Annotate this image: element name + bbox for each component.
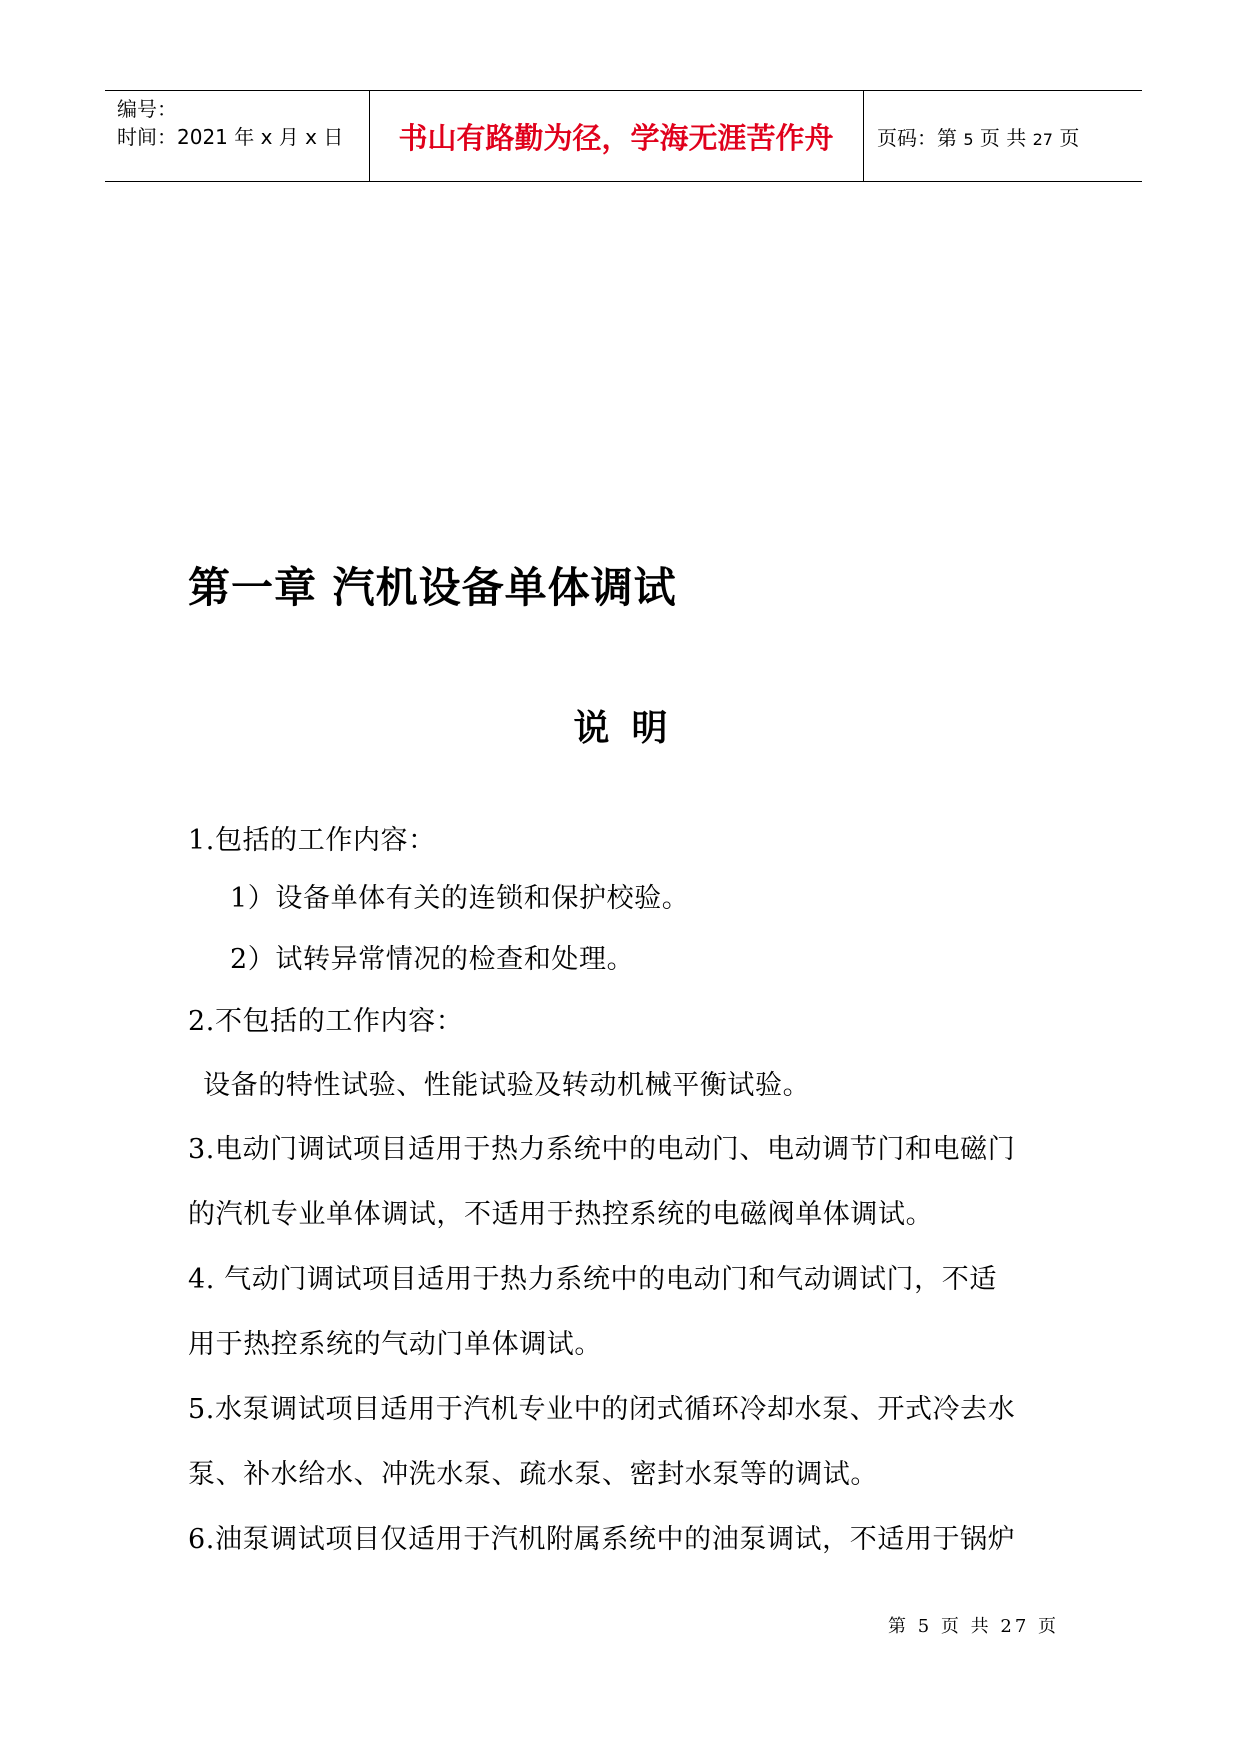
time-label: 时间：2021 年 x 月 x 日 bbox=[117, 125, 344, 149]
motto-text: 书山有路勤为径，学海无涯苦作舟 bbox=[398, 120, 834, 155]
chapter-title: 第一章 汽机设备单体调试 bbox=[188, 563, 677, 612]
header-meta-cell bbox=[105, 91, 370, 181]
body-line-9: 用于热控系统的气动门单体调试。 bbox=[188, 1329, 602, 1360]
header-page-cell bbox=[863, 91, 1142, 181]
body-line-4: 2.不包括的工作内容： bbox=[188, 1006, 464, 1037]
page-indicator bbox=[877, 122, 1079, 151]
page-suffix: 页 bbox=[1059, 125, 1080, 150]
page-total: 27 bbox=[1032, 129, 1053, 149]
section-title: 说明 bbox=[573, 707, 690, 749]
page-prefix: 页码：第 bbox=[877, 125, 957, 150]
body-line-12: 6.油泵调试项目仅适用于汽机附属系统中的油泵调试，不适用于锅炉 bbox=[188, 1524, 1016, 1555]
body-line-6: 3.电动门调试项目适用于热力系统中的电动门、电动调节门和电磁门 bbox=[188, 1134, 1016, 1165]
body-line-5: 设备的特性试验、性能试验及转动机械平衡试验。 bbox=[203, 1070, 811, 1101]
body-line-10: 5.水泵调试项目适用于汽机专业中的闭式循环冷却水泵、开式冷去水 bbox=[188, 1394, 1016, 1425]
page-footer: 第 5 页 共 27 页 bbox=[888, 1616, 1059, 1637]
header-motto-cell bbox=[369, 91, 864, 181]
body-line-1: 1.包括的工作内容： bbox=[188, 825, 436, 856]
body-line-7: 的汽机专业单体调试，不适用于热控系统的电磁阀单体调试。 bbox=[188, 1199, 934, 1230]
serial-number-label: 编号： bbox=[117, 97, 177, 121]
body-line-3: 2）试转异常情况的检查和处理。 bbox=[230, 944, 635, 975]
page-mid: 页 共 bbox=[979, 125, 1027, 150]
page-number: 5 bbox=[963, 129, 974, 149]
body-line-11: 泵、补水给水、冲洗水泵、疏水泵、密封水泵等的调试。 bbox=[188, 1459, 878, 1490]
page-header bbox=[105, 90, 1142, 182]
body-line-2: 1）设备单体有关的连锁和保护校验。 bbox=[230, 883, 690, 914]
body-line-8: 4. 气动门调试项目适用于热力系统中的电动门和气动调试门，不适 bbox=[188, 1264, 997, 1295]
